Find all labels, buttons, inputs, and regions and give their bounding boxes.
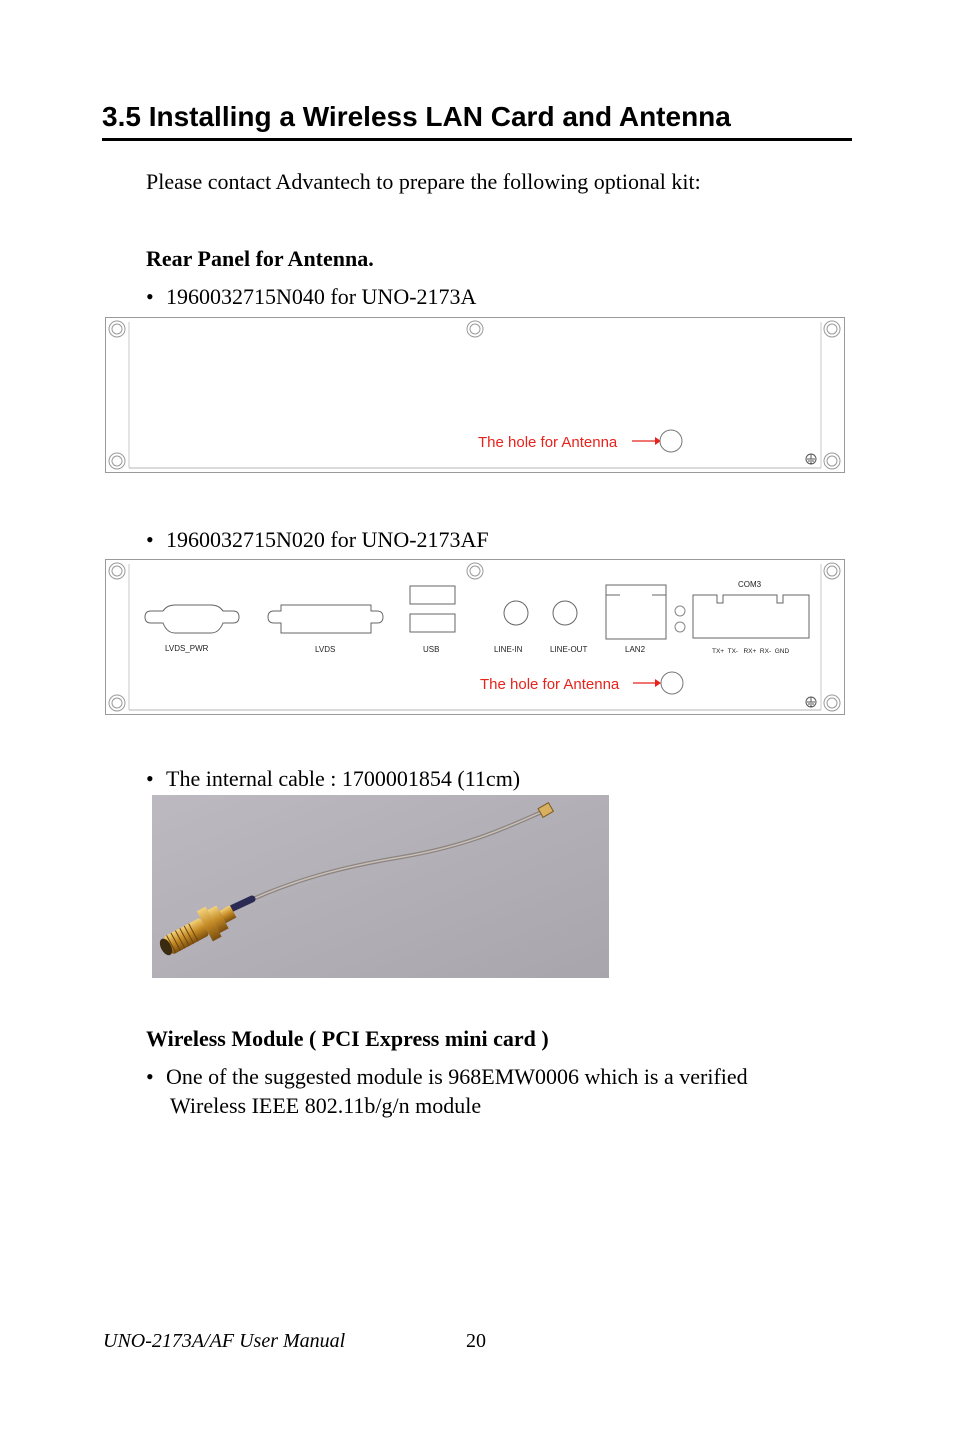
antenna-hole-icon xyxy=(661,672,683,694)
intro-text: Please contact Advantech to prepare the following optional kit: xyxy=(146,169,701,194)
svg-text:LINE-IN: LINE-IN xyxy=(494,645,523,654)
bullet-item-cable: • The internal cable : 1700001854 (11cm) xyxy=(146,764,520,794)
svg-text:USB: USB xyxy=(423,645,440,654)
rear-panel-heading: Rear Panel for Antenna. xyxy=(146,246,374,271)
svg-text:LVDS: LVDS xyxy=(315,645,336,654)
footer-page-number: 20 xyxy=(466,1330,486,1352)
bullet-item-panel-af: • 1960032715N020 for UNO-2173AF xyxy=(146,525,489,555)
rear-panel-af-drawing xyxy=(105,559,846,716)
antenna-hole-icon xyxy=(660,430,682,452)
svg-text:LINE-OUT: LINE-OUT xyxy=(550,645,588,654)
cable-photo xyxy=(152,795,609,978)
ground-symbol-icon xyxy=(806,454,816,464)
wireless-module-heading: Wireless Module ( PCI Express mini card ) xyxy=(146,1026,549,1051)
svg-text:LVDS_PWR: LVDS_PWR xyxy=(165,644,209,653)
footer-manual-name: UNO-2173A/AF User Manual xyxy=(103,1330,346,1352)
bullet-icon: • xyxy=(146,766,154,791)
section-heading: 3.5 Installing a Wireless LAN Card and Antenna xyxy=(102,98,852,141)
bullet-icon: • xyxy=(146,1064,154,1089)
wireless-bullet-continuation: Wireless IEEE 802.11b/g/n module xyxy=(170,1093,482,1118)
antenna-hole-label: The hole for Antenna xyxy=(478,434,618,451)
rear-panel-a-drawing xyxy=(105,317,846,474)
bullet-item-panel-a: • 1960032715N040 for UNO-2173A xyxy=(146,282,476,312)
svg-text:COM3: COM3 xyxy=(738,580,762,589)
svg-text:TX+ TX- RX+ RX- GND: TX+ TX- RX+ RX- GND xyxy=(712,648,790,655)
bullet-icon: • xyxy=(146,284,154,309)
bullet-icon: • xyxy=(146,527,154,552)
svg-text:LAN2: LAN2 xyxy=(625,645,646,654)
antenna-hole-label: The hole for Antenna xyxy=(480,676,620,693)
ground-symbol-icon xyxy=(806,697,816,707)
bullet-item-wireless: • One of the suggested module is 968EMW0006 which is a verified xyxy=(146,1062,748,1092)
